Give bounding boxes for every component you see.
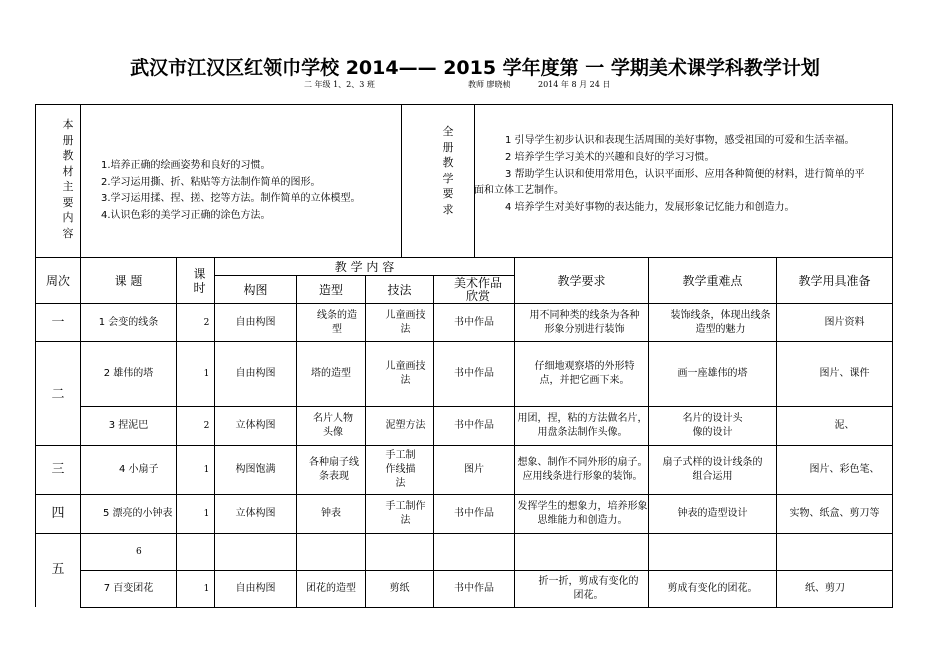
key-points-cell: 剪成有变化的团花。 [667, 583, 758, 594]
appreciation-cell: 图片 [464, 464, 484, 475]
week-cell: 五 [51, 562, 65, 577]
book-item: 3.学习运用揉、捏、搓、挖等方法。制作简单的立体模型。 [101, 193, 361, 205]
technique-cell: 手工制作法 [385, 501, 426, 526]
hours-cell: 1 [203, 369, 210, 379]
key-points-cell: 扇子式样的设计线条的组合运用 [662, 457, 763, 482]
week-cell: 二 [51, 386, 65, 402]
topic-cell: 3 捏泥巴 [108, 420, 149, 431]
plan-date: 2014 年 8 月 24 日 [538, 80, 611, 89]
materials-cell: 泥、 [834, 420, 855, 431]
book-content-list [101, 158, 401, 224]
header-topic: 课 题 [114, 273, 143, 288]
modeling-cell: 钟表 [321, 508, 341, 519]
hours-cell: 2 [203, 317, 210, 328]
technique-cell: 儿童画技法 [385, 361, 426, 386]
book-item: 4.认识色彩的美学习正确的涂色方法。 [101, 209, 271, 221]
composition-cell: 立体构图 [235, 420, 276, 431]
req-item: 3 帮助学生认识和使用常用色，认识平面形、应用各种简便的材料，进行简单的平 [505, 168, 865, 180]
topic-cell: 2 雄伟的塔 [103, 368, 154, 379]
teacher-name: 教师 廖晓桢 [468, 80, 511, 89]
composition-cell: 立体构图 [235, 508, 276, 519]
requirements-label: 全册教学要求 [442, 125, 454, 216]
header-requirements: 教学要求 [557, 273, 606, 288]
requirements-cell: 发挥学生的想象力，培养形象思维能力和创造力。 [517, 501, 648, 526]
topic-cell: 6 [136, 547, 142, 557]
key-points-cell: 名片的设计头像的设计 [682, 413, 743, 438]
appreciation-cell: 书中作品 [454, 368, 494, 379]
composition-cell: 构图饱满 [235, 464, 276, 475]
modeling-cell: 团花的造型 [306, 583, 356, 594]
key-points-cell: 钟表的造型设计 [677, 508, 748, 519]
technique-cell: 儿童画技法 [385, 309, 426, 335]
requirements-cell: 想象、制作不同外形的扇子。应用线条进行形象的装饰。 [517, 457, 648, 482]
req-item: 4 培养学生对美好事物的表达能力，发展形象记忆能力和创造力。 [505, 202, 795, 214]
week-cell: 三 [51, 462, 65, 477]
header-technique: 技法 [387, 282, 412, 297]
header-hours: 课时 [193, 266, 206, 295]
technique-cell: 剪纸 [389, 583, 410, 594]
appreciation-cell: 书中作品 [454, 508, 494, 519]
header-modeling: 造型 [318, 282, 343, 297]
req-item: 面和立体工艺制作。 [474, 185, 564, 197]
materials-cell: 图片资料 [824, 316, 865, 328]
materials-cell: 实物、纸盒、剪刀等 [789, 508, 880, 519]
appreciation-cell: 书中作品 [454, 420, 494, 431]
hours-cell: 1 [203, 584, 210, 594]
week-cell: 四 [51, 506, 65, 521]
requirements-cell: 折一折，剪成有变化的团花。 [538, 576, 639, 601]
req-item: 1 引导学生初步认识和表现生活周围的美好事物，感受祖国的可爱和生活幸福。 [505, 135, 855, 146]
composition-cell: 自由构图 [235, 368, 276, 379]
header-composition: 构图 [243, 282, 268, 297]
topic-cell: 7 百变团花 [103, 583, 154, 594]
materials-cell: 图片、彩色笔、 [809, 464, 880, 475]
appreciation-cell: 书中作品 [454, 583, 494, 594]
materials-cell: 纸、剪刀 [805, 583, 845, 594]
header-appreciation: 美术作品欣赏 [453, 275, 502, 303]
hours-cell: 1 [203, 465, 210, 475]
technique-cell: 泥塑方法 [385, 420, 426, 431]
header-materials: 教学用具准备 [798, 273, 871, 288]
appreciation-cell: 书中作品 [454, 316, 494, 328]
week-cell: 一 [51, 314, 65, 330]
header-content-group: 教 学 内 容 [334, 259, 395, 274]
req-item: 2 培养学生学习美术的兴趣和良好的学习习惯。 [505, 151, 715, 163]
header-key-points: 教学重难点 [682, 273, 743, 288]
composition-cell: 自由构图 [235, 316, 276, 328]
page-title: 武汉市江汉区红领巾学校 2014—— 2015 学年度第 一 学期美术课学科教学计划 [130, 57, 820, 79]
header-week: 周次 [45, 273, 70, 288]
composition-cell: 自由构图 [235, 583, 276, 594]
modeling-cell: 塔的造型 [311, 368, 351, 379]
hours-cell: 2 [203, 421, 210, 431]
key-points-cell: 装饰线条，体现出线条造型的魅力 [670, 309, 771, 335]
key-points-cell: 画一座雄伟的塔 [677, 368, 748, 379]
requirements-cell: 用不同种类的线条为各种形象分别进行装饰 [529, 309, 640, 335]
modeling-cell: 线条的造型 [317, 309, 357, 335]
book-item: 2.学习运用撕、折、粘贴等方法制作简单的图形。 [101, 176, 321, 188]
topic-cell: 4 小扇子 [119, 464, 159, 475]
technique-cell: 手工制作线描法 [385, 450, 416, 489]
modeling-cell: 名片人物头像 [313, 413, 353, 438]
topic-cell: 1 会变的线条 [98, 316, 159, 328]
book-item: 1.培养正确的绘画姿势和良好的习惯。 [101, 160, 271, 171]
grade-class: 二 年级 1、2、3 班 [304, 80, 375, 89]
requirements-list [474, 133, 892, 217]
book-content-label: 本册教材主要内容 [62, 118, 74, 240]
requirements-cell: 仔细地观察塔的外形特点，并把它画下来。 [534, 361, 635, 386]
hours-cell: 1 [203, 509, 210, 519]
modeling-cell: 各种扇子线条表现 [309, 457, 359, 482]
requirements-cell: 用团，捏，粘的方法做名片，用盘条法制作头像。 [517, 413, 648, 438]
topic-cell: 5 漂亮的小钟表 [103, 508, 173, 519]
materials-cell: 图片、课件 [819, 368, 870, 379]
